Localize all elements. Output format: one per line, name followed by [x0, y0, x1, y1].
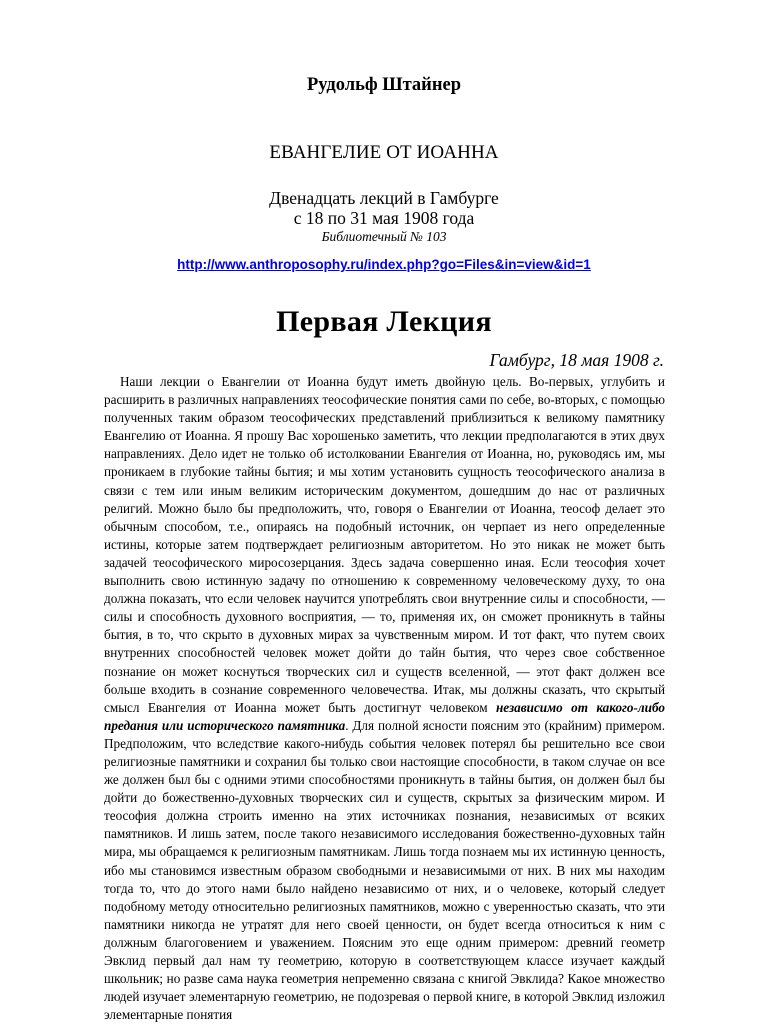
place-date: Гамбург, 18 мая 1908 г.	[489, 350, 664, 370]
paragraph-text-part-1: Наши лекции о Евангелии от Иоанна будут иметь двойную цель. Во-первых, углубить и расширить в различных направлениях теософические понятия сами по себе, во-вторых, с помощью полученных таким образом теософических представлений приблизиться к великому памятнику Евангелию от Иоанна. Я прошу Вас хорошенько заметить, что лекции предполагаются в этих двух направлениях. Дело идет не только об истолковании Евангелия от Иоанна, но, руководясь им, мы проникаем в глубокие тайны бытия; и мы хотим установить сущность теософического анализа в связи с тем или иным великим историческим документом, дошедшим до нас от различных религий. Можно было бы предположить, что, говоря о Евангелии от Иоанна, теософ делает это обычным способом, т.е., опираясь на подобный источник, он черпает из него определенные истины, которые затем подтверждает религиозным авторитетом. Но это никак не может быть задачей теософического миросозерцания. Здесь задача совершенно иная. Если теософия хочет выполнить свою истинную задачу по отношению к современному человеческому духу, то она должна показать, что если человек научится употреблять свои внутренние силы и способности, — силы и способность духовного восприятия, — то, применяя их, он сможет проникнуть в тайны бытия, в то, что скрыто в духовных мирах за чувственным миром. И тот факт, что путем своих внутренних способностей человек может дойти до тайн бытия, что через свое собственное познание он может коснуться творческих сил и существ вселенной, — этот факт должен все больше входить в сознание современного человечества. Итак, мы должны сказать, что скрытый смысл Евангелия от Иоанна может быть достигнут человеком	[104, 374, 665, 715]
book-title: ЕВАНГЕЛИЕ ОТ ИОАННА	[269, 142, 499, 163]
author-name: Рудольф Штайнер	[306, 75, 462, 95]
paragraph-text-part-2: . Для полной ясности поясним это (крайним) примером. Предположим, что вследствие какого-нибудь события человек потерял бы решительно все свои религиозные памятники и сохранил бы только свои настоящие способности, в таком случае он все же должен был бы с одними этими способностями проникнуть в тайны бытия, он должен был бы дойти до божественно-духовных творческих сил и существ, скрытых за физическим миром. И теософия должна строить именно на этих источниках познания, независимых от всяких памятников. И лишь затем, после такого независимого исследования божественно-духовных тайн мира, мы обращаемся к религиозным памятникам. Лишь тогда познаем мы их истинную ценность, ибо мы становимся известным образом свободными и независимыми от них. В них мы находим тогда то, что до этого нами было найдено независимо от них, и о человеке, который следует подобному методу относительно религиозных памятников, можно с уверенностью сказать, что эти памятники никогда не утратят для него своей ценности, он будет всегда относиться к ним с должным благоговением и уважением. Поясним это еще одним примером: древний геометр Эвклид первый дал нам ту геометрию, которую в соответствующем классе изучает каждый школьник; но разве сама наука геометрия непременно связана с книгой Эвклида? Какое множество людей изучает элементарную геометрию, не подозревая о первой книге, в которой Эвклид изложил элементарные понятия	[104, 717, 666, 1023]
emphasized-phrase: независимо от какого-либо предания или исторического памятника	[104, 699, 666, 733]
library-number: Библиотечный № 103	[321, 229, 447, 244]
body-paragraph	[104, 373, 665, 1024]
subtitle-line-1: Двенадцать лекций в Гамбурге	[269, 188, 499, 208]
source-link[interactable]: http://www.anthroposophy.ru/index.php?go=Files&in=view&id=1	[177, 257, 591, 272]
lecture-heading: Первая Лекция	[276, 305, 492, 338]
subtitle-line-2: с 18 по 31 мая 1908 года	[293, 208, 475, 228]
